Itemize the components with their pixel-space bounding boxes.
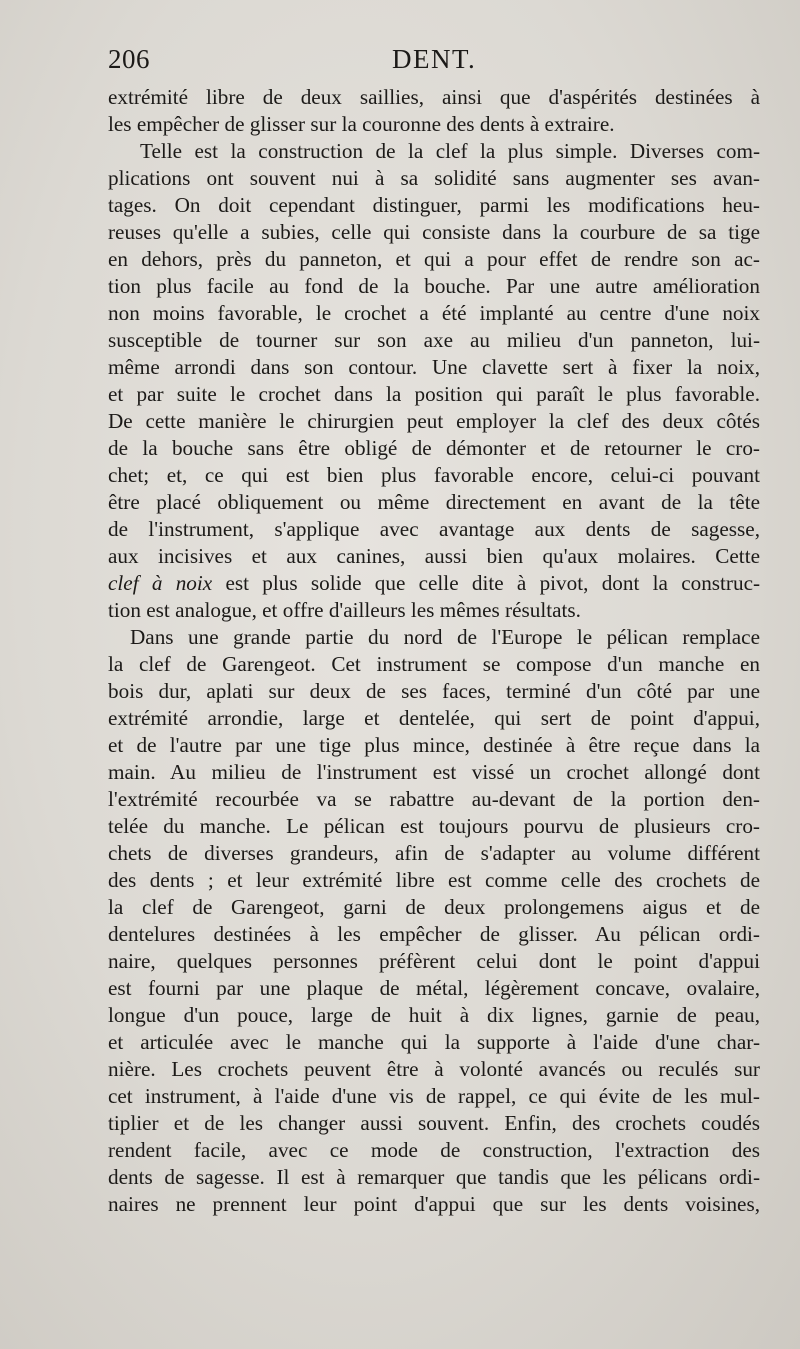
text-line: De cette manière le chirurgien peut employer la clef des deux côtés <box>108 409 760 433</box>
text-line: non moins favorable, le crochet a été implanté au centre d'une noix <box>108 301 760 325</box>
text-line: et articulée avec le manche qui la supporte à l'aide d'une char- <box>108 1030 760 1054</box>
text-line: bois dur, aplati sur deux de ses faces, terminé d'un côté par une <box>108 679 760 703</box>
text-line: des dents ; et leur extrémité libre est comme celle des crochets de <box>108 868 760 892</box>
text-line: nière. Les crochets peuvent être à volonté avancés ou reculés sur <box>108 1057 760 1081</box>
text-line: plications ont souvent nui à sa solidité sans augmenter ses avan- <box>108 166 760 190</box>
text-line: dentelures destinées à les empêcher de glisser. Au pélican ordi- <box>108 922 760 946</box>
text-line: les empêcher de glisser sur la couronne des dents à extraire. <box>108 112 615 136</box>
running-head: DENT. <box>392 44 477 74</box>
text-line: extrémité libre de deux saillies, ainsi que d'aspérités destinées à <box>108 85 760 109</box>
text-line: extrémité arrondie, large et dentelée, qui sert de point d'appui, <box>108 706 760 730</box>
text-line: cet instrument, à l'aide d'une vis de rappel, ce qui évite de les mul- <box>108 1084 760 1108</box>
paragraph-start-line: Dans une grande partie du nord de l'Europe le pélican remplace <box>130 625 760 649</box>
text-line: aux incisives et aux canines, aussi bien qu'aux molaires. Cette <box>108 544 760 568</box>
text-line: en dehors, près du panneton, et qui a pour effet de rendre son ac- <box>108 247 760 271</box>
text-line: chet; et, ce qui est bien plus favorable encore, celui-ci pouvant <box>108 463 760 487</box>
text-line: rendent facile, avec ce mode de construction, l'extraction des <box>108 1138 760 1162</box>
text-line: susceptible de tourner sur son axe au milieu d'un panneton, lui- <box>108 328 760 352</box>
text-line: tiplier et de les changer aussi souvent. Enfin, des crochets coudés <box>108 1111 760 1135</box>
text-line: de l'instrument, s'applique avec avantage aux dents de sagesse, <box>108 517 760 541</box>
text-line: l'extrémité recourbée va se rabattre au-devant de la portion den- <box>108 787 760 811</box>
text-line: tion est analogue, et offre d'ailleurs les mêmes résultats. <box>108 598 581 622</box>
text-line: reuses qu'elle a subies, celle qui consiste dans la courbure de sa tige <box>108 220 760 244</box>
page-number: 206 <box>108 44 150 74</box>
page-header <box>108 44 758 84</box>
text-line: de la bouche sans être obligé de démonter et de retourner le cro- <box>108 436 760 460</box>
text-line: même arrondi dans son contour. Une clavette sert à fixer la noix, <box>108 355 760 379</box>
text-line: chets de diverses grandeurs, afin de s'adapter au volume différent <box>108 841 760 865</box>
text-line: et par suite le crochet dans la position qui paraît le plus favorable. <box>108 382 760 406</box>
text-line-rest: est plus solide que celle dite à pivot, dont la construc- <box>225 571 760 595</box>
italic-term: clef à noix <box>108 571 213 595</box>
text-line: et de l'autre par une tige plus mince, destinée à être reçue dans la <box>108 733 760 757</box>
text-line: longue d'un pouce, large de huit à dix lignes, garnie de peau, <box>108 1003 760 1027</box>
text-line: dents de sagesse. Il est à remarquer que tandis que les pélicans ordi- <box>108 1165 760 1189</box>
body-text <box>108 84 760 1218</box>
text-line: telée du manche. Le pélican est toujours pourvu de plusieurs cro- <box>108 814 760 838</box>
text-line: tages. On doit cependant distinguer, parmi les modifications heu- <box>108 193 760 217</box>
paragraph-start-line: Telle est la construction de la clef la plus simple. Diverses com- <box>140 139 760 163</box>
text-line: est fourni par une plaque de métal, légèrement concave, ovalaire, <box>108 976 760 1000</box>
text-line-with-italic <box>108 570 760 597</box>
text-line: main. Au milieu de l'instrument est vissé un crochet allongé dont <box>108 760 760 784</box>
text-line: tion plus facile au fond de la bouche. Par une autre amélioration <box>108 274 760 298</box>
text-line: la clef de Garengeot. Cet instrument se compose d'un manche en <box>108 652 760 676</box>
text-line: être placé obliquement ou même directement en avant de la tête <box>108 490 760 514</box>
text-line: naire, quelques personnes préfèrent celui dont le point d'appui <box>108 949 760 973</box>
text-line: la clef de Garengeot, garni de deux prolongemens aigus et de <box>108 895 760 919</box>
text-line: naires ne prennent leur point d'appui que sur les dents voisines, <box>108 1192 760 1216</box>
